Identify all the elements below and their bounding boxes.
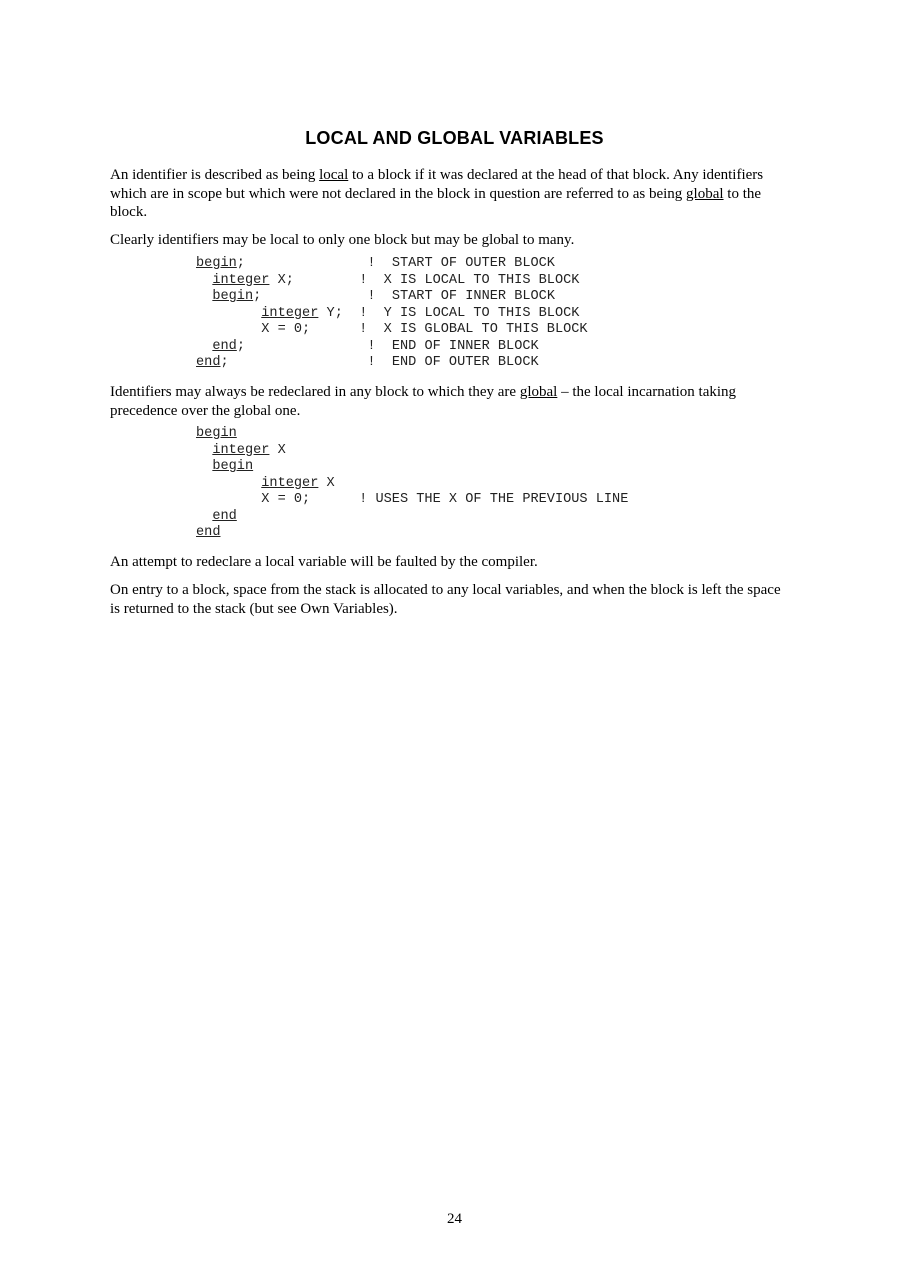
code-keyword: integer [212,442,270,458]
code-comment: ! END OF OUTER BLOCK [367,355,539,370]
code-keyword: integer [261,475,319,491]
code-line [196,459,628,476]
section-title: LOCAL AND GLOBAL VARIABLES [305,128,604,148]
code-statement: ; [236,338,245,354]
code-keyword: begin [212,289,254,304]
code-line [196,492,628,509]
code-comment: ! Y IS LOCAL TO THIS BLOCK [359,305,580,321]
code-statement: ; [253,289,262,304]
code-line [196,443,628,460]
code-comment: ! START OF OUTER BLOCK [367,256,555,271]
code-keyword: end [212,508,237,524]
code-keyword: begin [196,256,237,271]
code-padding [310,492,359,507]
code-padding [294,273,359,288]
code-padding [245,256,367,271]
code-indent [196,476,261,491]
code-line [196,306,588,323]
code-statement: Y; [318,305,343,321]
code-statement: X = 0; [261,492,311,507]
code-padding [310,322,359,337]
code-comment: ! START OF INNER BLOCK [367,289,555,304]
code-line [196,256,588,273]
code-indent [196,492,261,507]
code-keyword: integer [261,305,319,321]
code-keyword: integer [212,272,270,288]
code-line [196,273,588,290]
paragraph-redeclaration [110,383,790,420]
code-indent [196,509,212,524]
paragraph-local-global-definition [110,166,790,222]
paragraph-text: to the block. [110,185,762,220]
paragraph-text: An identifier is described as being [110,167,320,183]
code-keyword: end [196,355,221,370]
code-line [196,509,628,526]
code-indent [196,273,212,288]
code-line [196,322,588,339]
code-indent [196,289,212,304]
paragraph-stack-allocation: On entry to a block, space from the stack is allocated to any local variables, and when the block is left the space is returned to the stack (but see Own Variables). [110,582,781,617]
term-global: global [686,185,724,202]
term-local: local [319,167,349,183]
code-comment: ! END OF INNER BLOCK [367,338,539,354]
code-comment: ! X IS LOCAL TO THIS BLOCK [359,272,580,288]
code-keyword: begin [196,426,237,441]
code-line [196,339,588,356]
code-padding [343,306,359,321]
code-line [196,476,628,493]
code-indent [196,459,212,474]
code-indent [196,322,261,337]
code-block-redeclare-example [196,426,628,542]
code-comment: ! X IS GLOBAL TO THIS BLOCK [359,322,588,337]
paragraph-compiler-fault: An attempt to redeclare a local variable will be faulted by the compiler. [110,554,538,570]
code-line [196,525,628,542]
paragraph-text: – the local incarnation taking precedence over the global one. [110,384,737,419]
code-line [196,426,628,443]
code-indent [196,443,212,458]
code-line [196,289,588,306]
code-statement: ; [220,355,229,370]
code-keyword: begin [212,459,254,474]
term-global: global [519,384,558,400]
code-keyword: end [212,338,237,354]
code-statement: X [269,442,286,458]
code-line [196,355,588,372]
paragraph-text: to a block if it was declared at the head of that block. Any identifiers which are in scope but which were not declared in the block in question are referred to as being [110,167,764,202]
paragraph-scope-note: Clearly identifiers may be local to only one block but may be global to many. [110,232,575,248]
code-statement: X = 0; [261,322,311,337]
code-block-scope-example [196,256,588,372]
code-padding [261,289,367,304]
code-padding [229,355,368,370]
code-padding [245,339,367,354]
code-indent [196,306,261,321]
code-statement: ; [236,256,245,271]
code-indent [196,339,212,354]
code-comment: ! USES THE X OF THE PREVIOUS LINE [359,492,629,507]
paragraph-text: Identifiers may always be redeclared in any block to which they are [110,384,520,400]
code-keyword: end [196,525,221,540]
code-statement: X; [269,272,294,288]
page-number: 24 [447,1211,462,1227]
code-statement: X [318,475,335,491]
